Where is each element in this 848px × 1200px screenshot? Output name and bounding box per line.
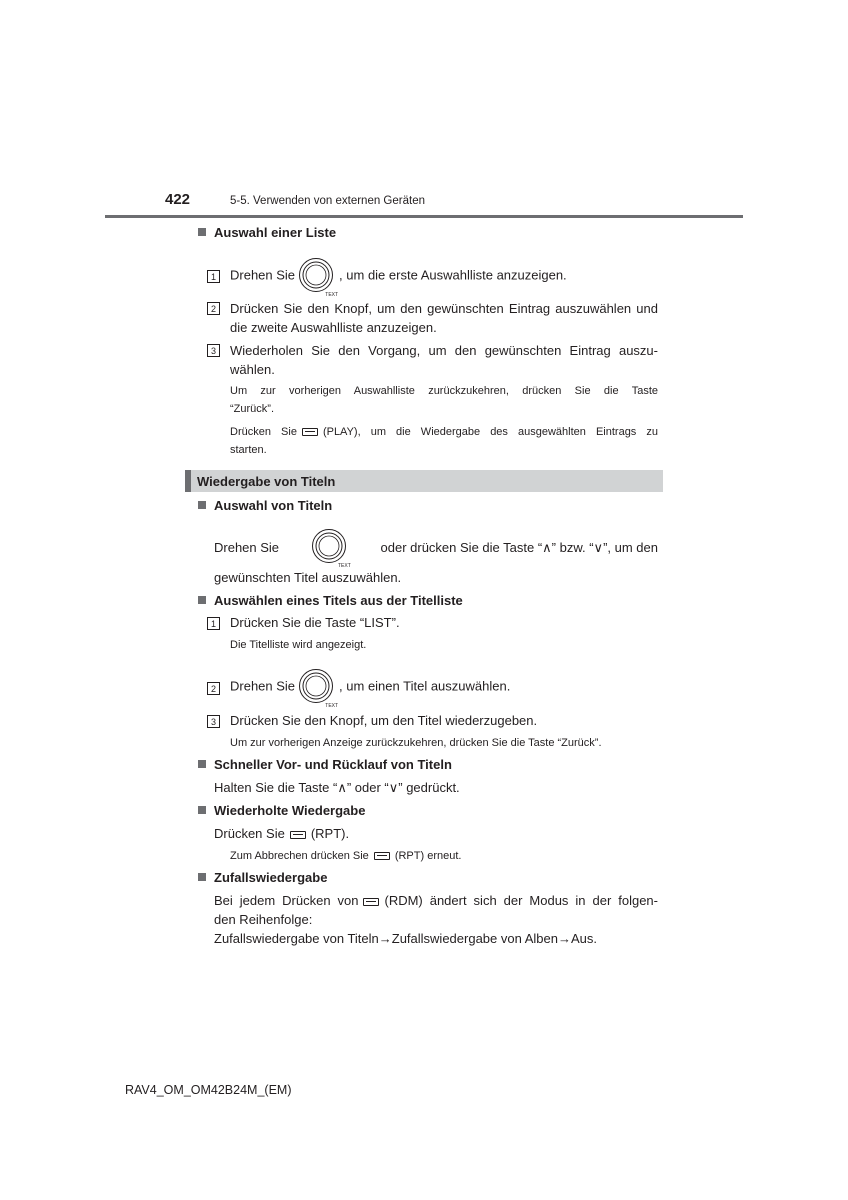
section-bar-edge [185,470,191,492]
bullet-square-icon [198,760,206,768]
body-text: Halten Sie die Taste “∧” oder “∨” gedrückt. [214,780,460,795]
heading-list-selection: Auswahl einer Liste [198,225,336,240]
heading-repeat: Wiederholte Wiedergabe [198,803,365,818]
tune-knob-icon: TEXT [298,257,336,295]
heading-title-list: Auswählen eines Titels aus der Titelliste [198,593,463,608]
step-text: Wiederholen Sie den Vorgang, um den gewünschten Eintrag auszu- [230,343,658,358]
body-text: den Reihenfolge: [214,912,313,927]
body-text: Drehen Sie TEXT oder drücken Sie die Taste “∧” bzw. “∨”, um den [214,528,658,566]
heading-random: Zufallswiedergabe [198,870,327,885]
step-number: 2 [207,682,220,695]
bullet-square-icon [198,501,206,509]
body-text: gewünschten Titel auszuwählen. [214,570,402,585]
step-text: Drücken Sie die Taste “LIST”. [230,615,400,630]
step-text: wählen. [230,362,275,377]
page-number: 422 [165,191,191,208]
header-rule [105,215,743,218]
note-text: Zum Abbrechen drücken Sie (RPT) erneut. [230,850,462,862]
note-text: starten. [230,444,267,456]
rpt-button-icon [374,852,390,860]
step-number: 1 [207,617,220,630]
body-text: Zufallswiedergabe von Titeln→Zufallswiedergabe von Alben→Aus. [214,931,597,946]
step-number: 3 [207,715,220,728]
step-text: die zweite Auswahlliste anzuzeigen. [230,320,437,335]
note-text: Um zur vorherigen Anzeige zurückzukehren, drücken Sie die Taste “Zurück”. [230,737,602,749]
body-text: Bei jedem Drücken von (RDM) ändert sich der Modus in der folgen- [214,893,658,908]
play-button-icon [302,428,318,436]
body-text: Drücken Sie (RPT). [214,826,350,841]
bullet-square-icon [198,806,206,814]
step-text: Drücken Sie den Knopf, um den Titel wiederzugeben. [230,713,538,728]
bullet-square-icon [198,596,206,604]
section-bar [185,470,663,492]
section-title: Wiedergabe von Titeln [197,474,336,489]
step-text: Drehen Sie TEXT , um einen Titel auszuwählen. [230,668,510,706]
chapter-title: 5-5. Verwenden von externen Geräten [230,195,425,207]
step-text: Drehen Sie TEXT , um die erste Auswahlliste anzuzeigen. [230,257,567,295]
heading-fast-forward: Schneller Vor- und Rücklauf von Titeln [198,757,452,772]
note-text: Drücken Sie (PLAY), um die Wiedergabe des ausgewählten Eintrags zu [230,426,658,438]
footer-code: RAV4_OM_OM42B24M_(EM) [125,1083,292,1097]
bullet-square-icon [198,228,206,236]
note-text: Die Titelliste wird angezeigt. [230,639,367,651]
step-number: 1 [207,270,220,283]
note-text: Um zur vorherigen Auswahlliste zurückzukehren, drücken Sie die Taste [230,385,658,397]
step-text: Drücken Sie den Knopf, um den gewünschten Eintrag auszuwählen und [230,301,658,316]
note-text: “Zurück”. [230,403,274,415]
tune-knob-icon: TEXT [298,668,336,706]
rpt-button-icon [290,831,306,839]
heading-title-selection: Auswahl von Titeln [198,498,332,513]
step-number: 2 [207,302,220,315]
tune-knob-icon: TEXT [311,528,349,566]
step-number: 3 [207,344,220,357]
rdm-button-icon [363,898,379,906]
bullet-square-icon [198,873,206,881]
